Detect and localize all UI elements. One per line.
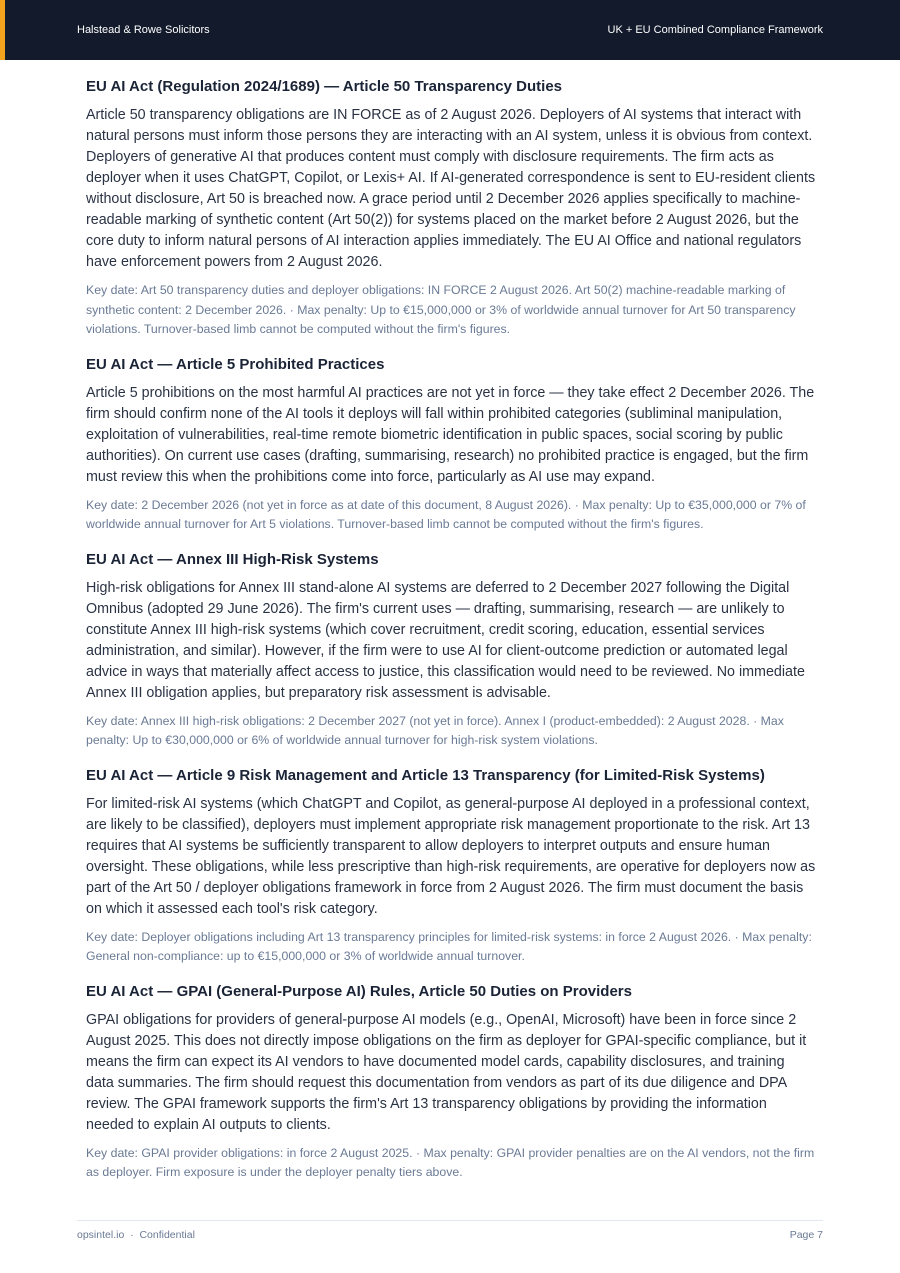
page-number: Page 7 (789, 1229, 823, 1241)
section-art9-art13 (86, 765, 816, 967)
section-gpai (86, 981, 816, 1183)
section-title: EU AI Act — GPAI (General-Purpose AI) Rules, Article 50 Duties on Providers (86, 982, 632, 1000)
section-title: EU AI Act — Article 9 Risk Management and Article 13 Transparency (for Limited-Risk Systems) (86, 766, 765, 784)
section-title: EU AI Act (Regulation 2024/1689) — Article 50 Transparency Duties (86, 78, 563, 95)
firm-name: Halstead & Rowe Solicitors (77, 24, 210, 36)
section-art5 (86, 354, 816, 535)
section-key-date-note: Key date: Deployer obligations including Art 13 transparency principles for limited-risk systems: in force 2 August 2026. · Max penalty: General non-compliance: up to €15,000,000 or 3% of worldwide annual turnover. (86, 929, 812, 963)
section-art50 (86, 76, 816, 340)
section-body: Article 50 transparency obligations are IN FORCE as of 2 August 2026. Deployers of AI systems that interact with natural persons must inform those persons they are interacting with an AI system, unless it is obvious from context. Deployers of generative AI that produces content must comply with disclosure requirements. The firm acts as deployer when it uses ChatGPT, Copilot, or Lexis+ AI. If AI-generated correspondence is sent to EU-resident clients without disclosure, Art 50 is breached now. A grace period until 2 December 2026 applies specifically to machine-readable marking of synthetic content (Art 50(2)) for systems placed on the market before 2 August 2026, but the core duty to inform natural persons of AI interaction applies immediately. The EU AI Office and national regulators have enforcement powers from 2 August 2026. (86, 107, 816, 270)
section-title: EU AI Act — Article 5 Prohibited Practices (86, 355, 385, 373)
section-body: High-risk obligations for Annex III stand-alone AI systems are deferred to 2 December 2027 following the Digital Omnibus (adopted 29 June 2026). The firm's current uses — drafting, summarising, research — are unlikely to constitute Annex III high-risk systems (which cover recruitment, credit scoring, education, essential services administration, and similar). However, if the firm were to use AI for client-outcome prediction or automated legal advice in ways that materially affect access to justice, this classification would need to be reviewed. No immediate Annex III obligation applies, but preparatory risk assessment is advisable. (86, 579, 805, 701)
section-body: GPAI obligations for providers of general-purpose AI models (e.g., OpenAI, Microsoft) have been in force since 2 August 2025. This does not directly impose obligations on the firm as deployer for GPAI-specific compliance, but it means the firm can expect its AI vendors to have documented model cards, capability disclosures, and training data summaries. The firm should request this documentation from vendors as part of its due diligence and DPA review. The GPAI framework supports the firm's Art 13 transparency obligations by providing the information needed to explain AI outputs to clients. (86, 1011, 807, 1133)
section-key-date-note: Key date: Annex III high-risk obligations: 2 December 2027 (not yet in force). Annex I (product-embedded): 2 August 2028. · Max penalty: Up to €30,000,000 or 6% of worldwide annual turnover for high-risk system violations. (86, 713, 784, 747)
section-body: Article 5 prohibitions on the most harmful AI practices are not yet in force — they take effect 2 December 2026. The firm should confirm none of the AI tools it deploys will fall within prohibited categories (subliminal manipulation, exploitation of vulnerabilities, real-time remote biometric identification in public spaces, social scoring by public authorities). On current use cases (drafting, summarising, research) no prohibited practice is engaged, but the firm must review this when the prohibitions come into force, particularly as AI use may expand. (86, 384, 815, 485)
section-key-date-note: Key date: GPAI provider obligations: in force 2 August 2025. · Max penalty: GPAI provider penalties are on the AI vendors, not the firm as deployer. Firm exposure is under the deployer penalty tiers above. (86, 1145, 815, 1179)
document-body (86, 76, 816, 1197)
section-annex-iii (86, 549, 816, 751)
section-key-date-note: Key date: 2 December 2026 (not yet in force as at date of this document, 8 August 2026). · Max penalty: Up to €35,000,000 or 7% of worldwide annual turnover for Art 5 violations. Turnover-based limb cannot be computed without the firm's figures. (86, 497, 806, 531)
page-header (0, 0, 900, 60)
section-key-date-note: Key date: Art 50 transparency duties and deployer obligations: IN FORCE 2 August 2026. Art 50(2) machine-readable marking of synthetic content: 2 December 2026. · Max penalty: Up to €15,000,000 or 3% of worldwide annual turnover for Art 50 transparency violations. Turnover-based limb cannot be computed without the firm's figures. (86, 283, 796, 336)
framework-title: UK + EU Combined Compliance Framework (607, 24, 823, 36)
section-title: EU AI Act — Annex III High-Risk Systems (86, 550, 379, 568)
footer-divider (77, 1220, 823, 1221)
section-body: For limited-risk AI systems (which ChatGPT and Copilot, as general-purpose AI deployed in a professional context, are likely to be classified), deployers must implement appropriate risk management proportionate to the risk. Art 13 requires that AI systems be sufficiently transparent to allow deployers to interpret outputs and ensure human oversight. These obligations, while less prescriptive than high-risk requirements, are operative for deployers now as part of the Art 50 / deployer obligations framework in force from 2 August 2026. The firm must document the basis on which it assessed each tool's risk category. (86, 795, 816, 917)
footer-site-confidential: opsintel.io · Confidential (77, 1229, 195, 1241)
